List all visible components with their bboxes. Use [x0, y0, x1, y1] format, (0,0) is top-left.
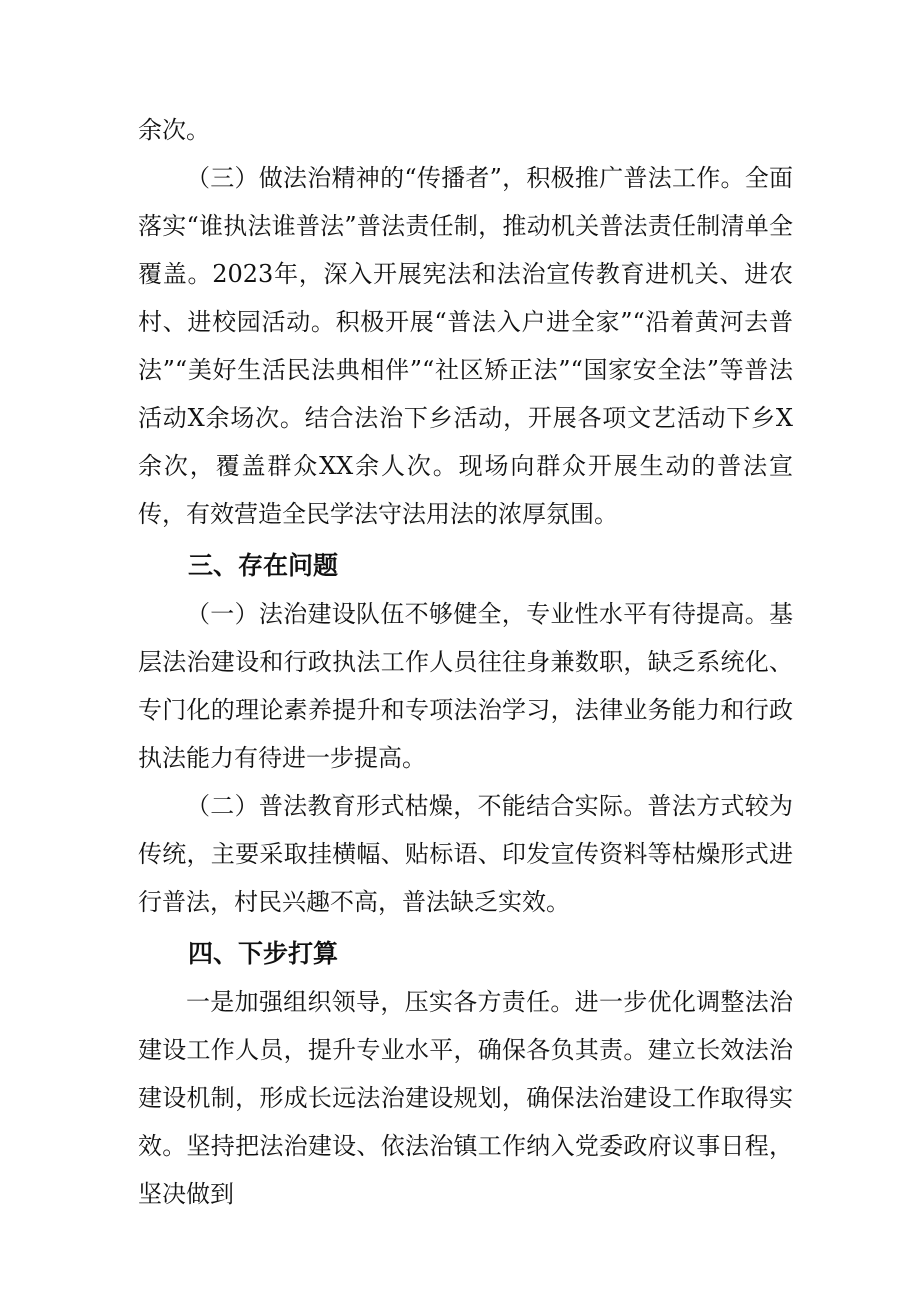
- paragraph-problem-format: （二）普法教育形式枯燥，不能结合实际。普法方式较为传统，主要采取挂横幅、贴标语、印发宣传资料等枯燥形式进行普法，村民兴趣不高，普法缺乏实效。: [138, 792, 793, 916]
- paragraph-problem-team: （一）法治建设队伍不够健全，专业性水平有待提高。基层法治建设和行政执法工作人员往往身兼数职，缺乏系统化、专门化的理论素养提升和专项法治学习，法律业务能力和行政执法能力有待进一步提高。: [138, 600, 793, 772]
- section-heading-problems: 三、存在问题: [188, 551, 339, 580]
- paragraph-publicity: （三）做法治精神的“传播者”，积极推广普法工作。全面落实“谁执法谁普法”普法责任制，推动机关普法责任制清单全覆盖。2023年，深入开展宪法和法治宣传教育进机关、进农村、进校园活动。积极开展“普法入户进全家”“沿着黄河去普法”“美好生活民法典相伴”“社区矫正法”“国家安全法”等普法活动X余场次。结合法治下乡活动，开展各项文艺活动下乡X余次，覆盖群众XX余人次。现场向群众开展生动的普法宣传，有效营造全民学法守法用法的浓厚氛围。: [138, 164, 793, 528]
- paragraph-next-step-leadership: 一是加强组织领导，压实各方责任。进一步优化调整法治建设工作人员，提升专业水平，确保各负其责。建立长效法治建设机制，形成长远法治建设规划，确保法治建设工作取得实效。坚持把法治建设、依法治镇工作纳入党委政府议事日程，坚决做到: [138, 988, 793, 1208]
- section-heading-next-steps: 四、下步打算: [188, 939, 339, 968]
- paragraph-continuation: 余次。: [138, 116, 210, 144]
- document-body: [138, 106, 793, 1218]
